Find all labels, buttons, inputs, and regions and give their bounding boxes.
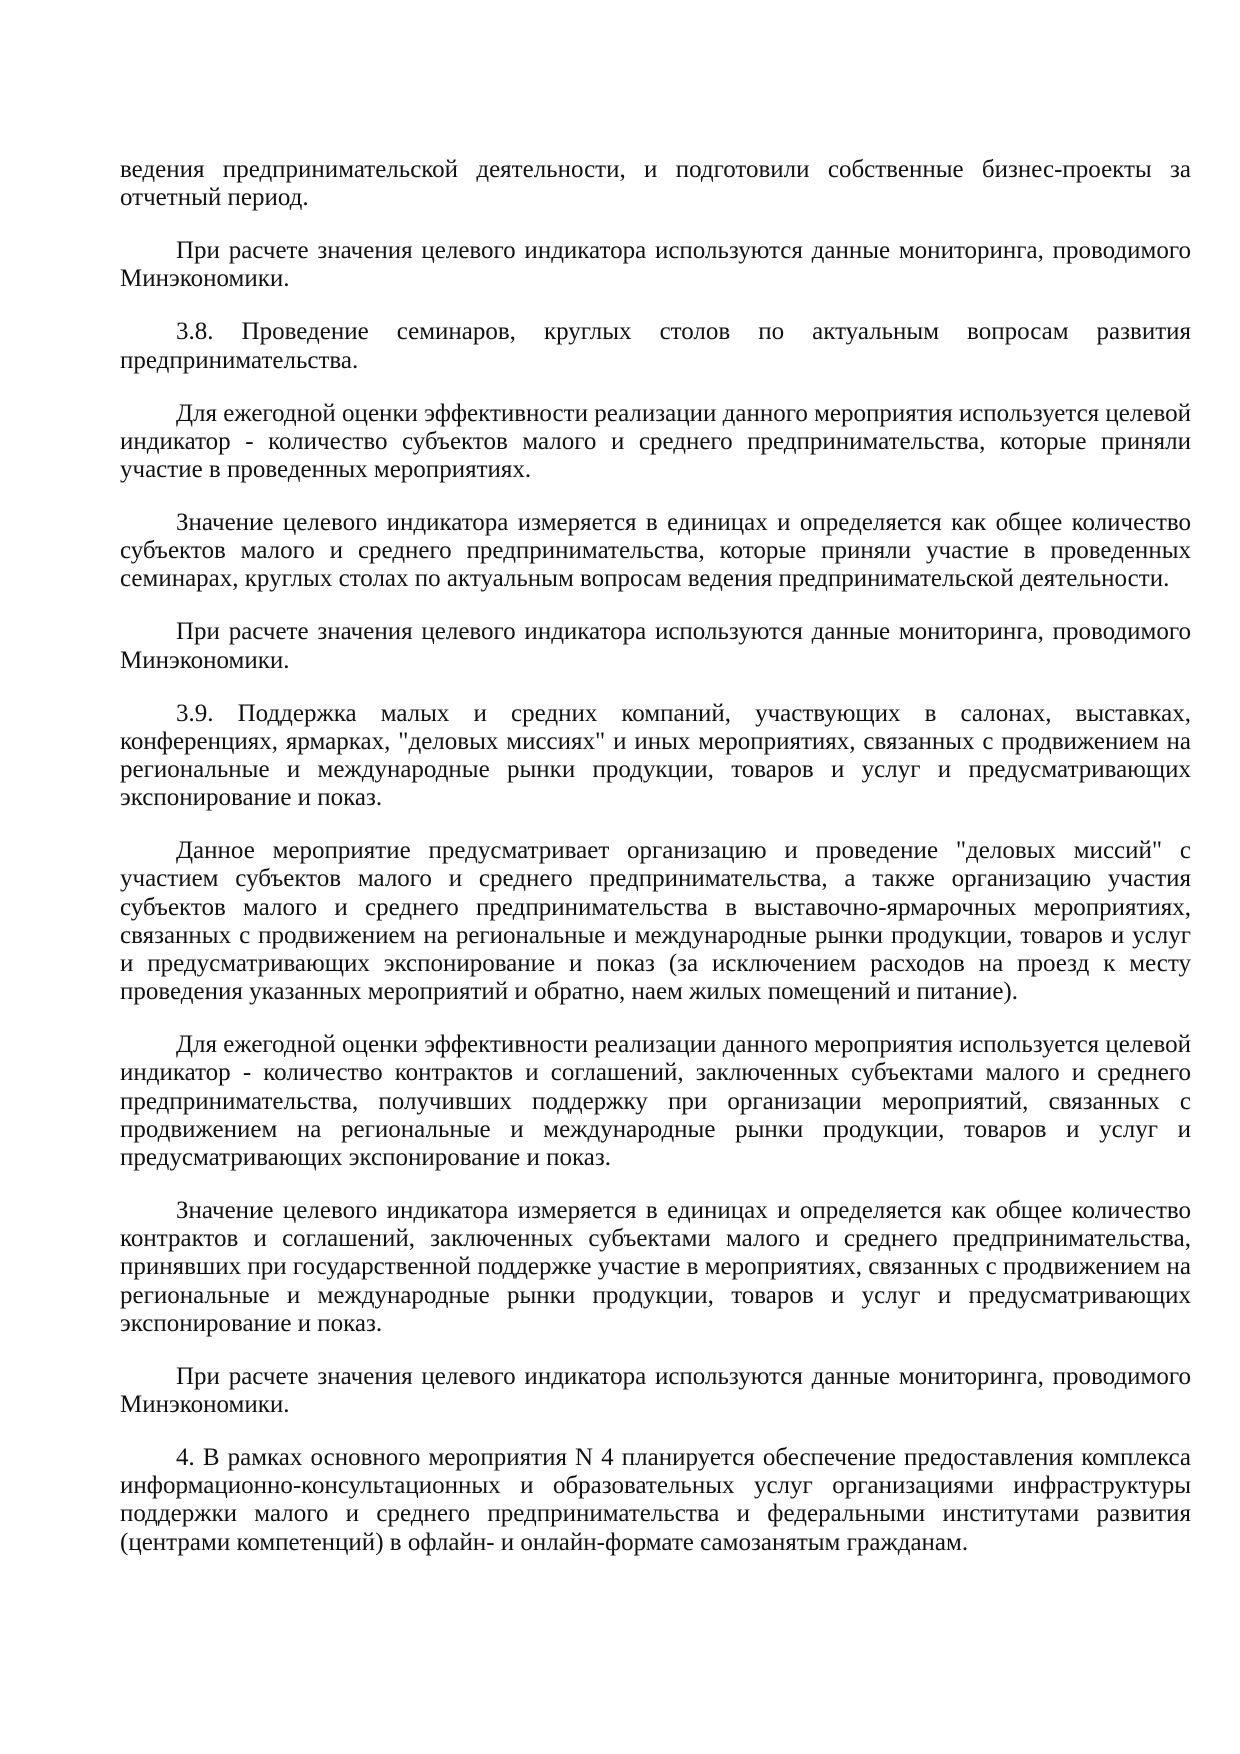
paragraph: При расчете значения целевого индикатора используются данные мониторинга, проводимого Минэкономики. bbox=[120, 1362, 1191, 1419]
paragraph-continuation: ведения предпринимательской деятельности, и подготовили собственные бизнес-проекты за отчетный период. bbox=[120, 156, 1191, 212]
section-heading-3-9: 3.9. Поддержка малых и средних компаний, участвующих в салонах, выставках, конференциях, ярмарках, "деловых миссиях" и иных мероприятиях, связанных с продвижением на региональные и международные рынки продукции, товаров и услуг и предусматривающих экспонирование и показ. bbox=[120, 699, 1191, 812]
paragraph: Значение целевого индикатора измеряется в единицах и определяется как общее количество субъектов малого и среднего предпринимательства, которые приняли участие в проведенных семинарах, круглых столах по актуальным вопросам ведения предпринимательской деятельности. bbox=[120, 509, 1191, 593]
paragraph: Для ежегодной оценки эффективности реализации данного мероприятия используется целевой индикатор - количество контрактов и соглашений, заключенных субъектами малого и среднего предпринимательства, получивших поддержку при организации мероприятий, связанных с продвижением на региональные и международные рынки продукции, товаров и услуг и предусматривающих экспонирование и показ. bbox=[120, 1031, 1191, 1172]
paragraph: Для ежегодной оценки эффективности реализации данного мероприятия используется целевой индикатор - количество субъектов малого и среднего предпринимательства, которые приняли участие в проведенных мероприятиях. bbox=[120, 399, 1191, 484]
document-page bbox=[120, 156, 1191, 1582]
paragraph: Значение целевого индикатора измеряется в единицах и определяется как общее количество контрактов и соглашений, заключенных субъектами малого и среднего предпринимательства, принявших при государственной поддержке участие в мероприятиях, связанных с продвижением на региональные и международные рынки продукции, товаров и услуг и предусматривающих экспонирование и показ. bbox=[120, 1197, 1191, 1337]
paragraph: При расчете значения целевого индикатора используются данные мониторинга, проводимого Минэкономики. bbox=[120, 237, 1191, 293]
section-heading-3-8: 3.8. Проведение семинаров, круглых столов по актуальным вопросам развития предпринимательства. bbox=[120, 318, 1191, 374]
paragraph: Данное мероприятие предусматривает организацию и проведение "деловых миссий" с участием субъектов малого и среднего предпринимательства, а также организацию участия субъектов малого и среднего предпринимательства в выставочно-ярмарочных мероприятиях, связанных с продвижением на региональные и международные рынки продукции, товаров и услуг и предусматривающих экспонирование и показ (за исключением расходов на проезд к месту проведения указанных мероприятий и обратно, наем жилых помещений и питание). bbox=[120, 837, 1191, 1006]
paragraph: При расчете значения целевого индикатора используются данные мониторинга, проводимого Минэкономики. bbox=[120, 618, 1191, 674]
section-heading-4: 4. В рамках основного мероприятия N 4 планируется обеспечение предоставления комплекса информационно-консультационных и образовательных услуг организациями инфраструктуры поддержки малого и среднего предпринимательства и федеральными институтами развития (центрами компетенций) в офлайн- и онлайн-формате самозанятым гражданам. bbox=[120, 1444, 1191, 1556]
